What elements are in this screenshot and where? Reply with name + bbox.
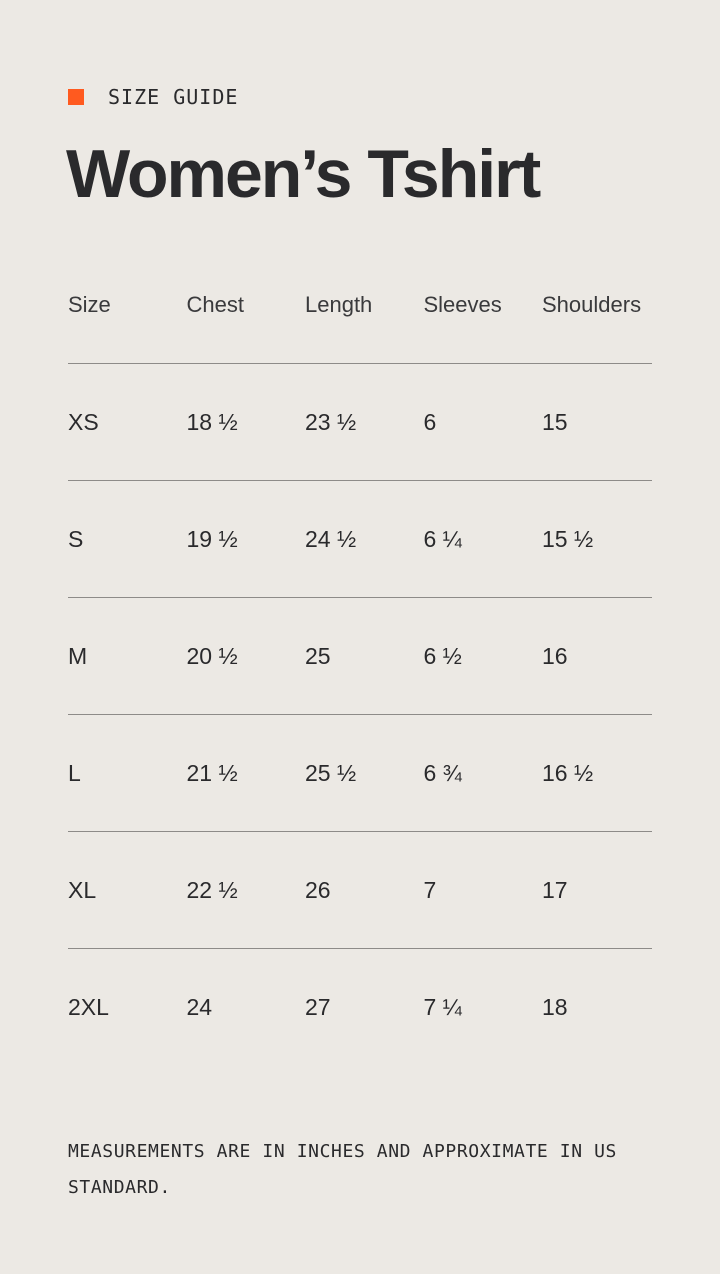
sleeves-cell: 6 ¼ — [423, 525, 462, 552]
column-header-chest: Chest — [186, 292, 244, 317]
size-cell: S — [68, 525, 84, 552]
chest-cell: 19 ½ — [186, 525, 238, 552]
size-cell: XL — [68, 876, 97, 903]
orange-square-icon — [68, 89, 84, 105]
sleeves-cell: 6 ¾ — [423, 759, 462, 786]
size-cell: XS — [68, 408, 99, 435]
sleeves-cell: 7 ¼ — [423, 993, 462, 1020]
length-cell: 25 — [305, 642, 331, 669]
length-cell: 27 — [305, 993, 331, 1020]
table-header-row — [68, 247, 652, 364]
shoulders-cell: 15 ½ — [542, 525, 594, 552]
size-cell: M — [68, 642, 88, 669]
column-header-shoulders: Shoulders — [542, 292, 642, 317]
section-eyebrow — [68, 86, 238, 108]
sleeves-cell: 7 — [423, 876, 437, 903]
sleeves-cell: 6 ½ — [423, 642, 462, 669]
column-header-size: Size — [68, 292, 111, 317]
chest-cell: 18 ½ — [186, 408, 238, 435]
length-cell: 25 ½ — [305, 759, 357, 786]
column-header-length: Length — [305, 292, 373, 317]
table-row — [68, 598, 652, 715]
size-guide-page — [68, 0, 652, 1274]
table-row — [68, 481, 652, 598]
table-row — [68, 715, 652, 832]
chest-cell: 24 — [186, 993, 213, 1020]
size-cell: L — [68, 759, 81, 786]
length-cell: 23 ½ — [305, 408, 357, 435]
shoulders-cell: 17 — [542, 876, 568, 903]
shoulders-cell: 15 — [542, 408, 568, 435]
length-cell: 26 — [305, 876, 331, 903]
page-title: Women’s Tshirt — [66, 136, 540, 212]
shoulders-cell: 16 ½ — [542, 759, 594, 786]
measurement-footnote: MEASUREMENTS ARE IN INCHES AND APPROXIMATE IN US STANDARD. — [68, 1141, 617, 1198]
table-row — [68, 364, 652, 481]
column-header-sleeves: Sleeves — [423, 292, 502, 317]
shoulders-cell: 18 — [542, 993, 568, 1020]
size-cell: 2XL — [68, 993, 109, 1020]
size-table — [68, 247, 652, 1065]
chest-cell: 22 ½ — [186, 876, 238, 903]
table-row — [68, 949, 652, 1065]
table-row — [68, 832, 652, 949]
section-label: SIZE GUIDE — [108, 85, 239, 109]
shoulders-cell: 16 — [542, 642, 568, 669]
chest-cell: 20 ½ — [186, 642, 238, 669]
sleeves-cell: 6 — [423, 408, 437, 435]
chest-cell: 21 ½ — [186, 759, 238, 786]
length-cell: 24 ½ — [305, 525, 357, 552]
